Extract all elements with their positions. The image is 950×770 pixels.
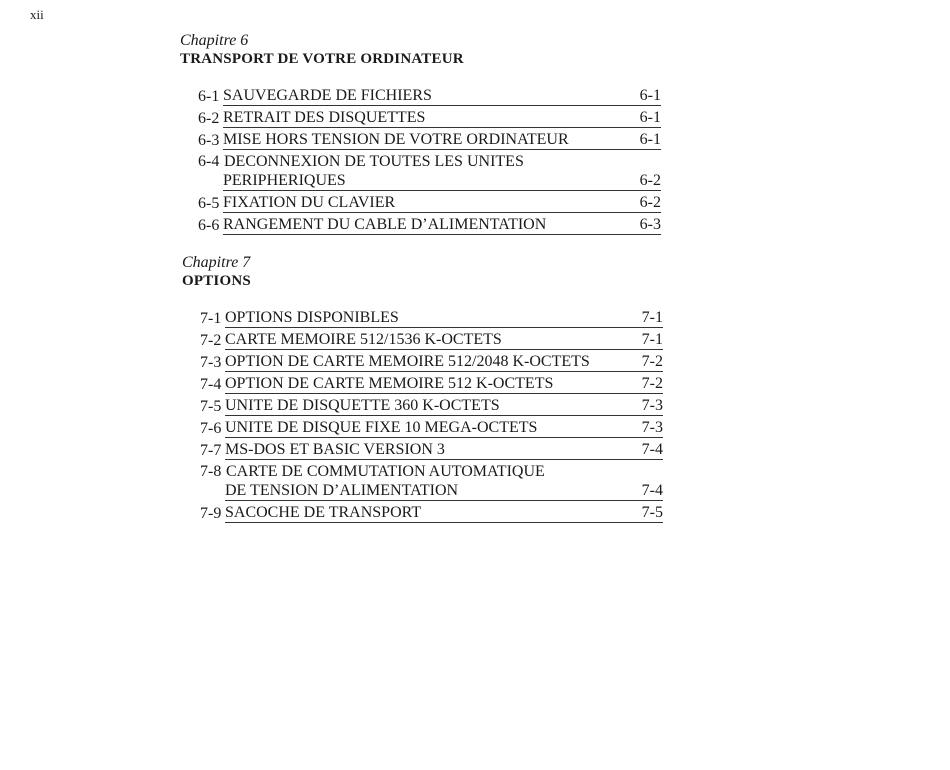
toc-entry-number: 7-9: [200, 505, 222, 522]
toc-entry: [198, 130, 661, 152]
toc-entry-title: RANGEMENT DU CABLE D’ALIMENTATION: [223, 215, 635, 235]
toc-entry-title: MISE HORS TENSION DE VOTRE ORDINATEUR: [223, 130, 635, 150]
toc-entry-page: 6-1: [635, 86, 661, 106]
toc-entry-title-line2: DE TENSION D’ALIMENTATION: [225, 481, 637, 501]
toc-entry: [198, 215, 661, 237]
toc-entry-number: 7-3: [200, 354, 222, 371]
toc-entry-number: 6-5: [198, 195, 220, 212]
toc-entry-title-line2: PERIPHERIQUES: [223, 171, 635, 191]
chapter-label: Chapitre 7: [182, 254, 251, 271]
toc-entry-number: 6-1: [198, 88, 220, 105]
toc-entry-title: OPTIONS DISPONIBLES: [225, 308, 637, 328]
toc-entry: [200, 440, 663, 462]
toc-entry-title: RETRAIT DES DISQUETTES: [223, 108, 635, 128]
toc-list: [198, 86, 661, 237]
toc-entry: [200, 352, 663, 374]
toc-entry: [200, 503, 663, 525]
page-number: xii: [30, 7, 44, 22]
toc-entry-number: 6-3: [198, 132, 220, 149]
toc-entry: [200, 330, 663, 352]
toc-entry-page: 7-4: [637, 481, 663, 501]
toc-entry-page: 7-3: [637, 418, 663, 438]
toc-entry-number: 7-8: [200, 463, 222, 480]
toc-entry-number: 6-6: [198, 217, 220, 234]
toc-entry-number: 7-2: [200, 332, 222, 349]
toc-entry: [200, 462, 663, 503]
chapter-6-section: [180, 32, 661, 253]
toc-entry-page: 7-1: [637, 308, 663, 328]
toc-entry-number: 7-5: [200, 398, 222, 415]
chapter-title: OPTIONS: [182, 273, 251, 289]
toc-entry-title: UNITE DE DISQUE FIXE 10 MEGA-OCTETS: [225, 418, 637, 438]
toc-entry-page: 7-5: [637, 503, 663, 523]
toc-entry-number: 7-1: [200, 310, 222, 327]
toc-entry: [200, 418, 663, 440]
toc-entry: [198, 152, 661, 193]
toc-entry-title: SAUVEGARDE DE FICHIERS: [223, 86, 635, 106]
toc-entry-number: 7-4: [200, 376, 222, 393]
toc-entry-page: 6-2: [635, 171, 661, 191]
toc-entry-page: 7-2: [637, 352, 663, 372]
toc-entry: [200, 308, 663, 330]
toc-entry: [198, 108, 661, 130]
toc-entry-title: UNITE DE DISQUETTE 360 K-OCTETS: [225, 396, 637, 416]
toc-entry-title: MS-DOS ET BASIC VERSION 3: [225, 440, 637, 460]
toc-entry-page: 6-1: [635, 108, 661, 128]
toc-entry-page: 6-2: [635, 193, 661, 213]
toc-entry-page: 7-3: [637, 396, 663, 416]
toc-entry: [200, 396, 663, 418]
toc-entry-page: 7-2: [637, 374, 663, 394]
chapter-label: Chapitre 6: [180, 32, 249, 49]
chapter-7-section: [182, 254, 663, 541]
toc-entry-title-line1: DECONNEXION DE TOUTES LES UNITES: [224, 153, 524, 170]
toc-entry-number: 7-6: [200, 420, 222, 437]
toc-entry-number: 6-2: [198, 110, 220, 127]
toc-entry-number: 6-4: [198, 153, 220, 170]
toc-entry-page: 6-1: [635, 130, 661, 150]
toc-entry-title-line1: CARTE DE COMMUTATION AUTOMATIQUE: [226, 463, 545, 480]
toc-entry-page: 7-1: [637, 330, 663, 350]
toc-entry-page: 6-3: [635, 215, 661, 235]
toc-entry-number: 7-7: [200, 442, 222, 459]
toc-entry: [200, 374, 663, 396]
toc-entry-title: FIXATION DU CLAVIER: [223, 193, 635, 213]
toc-entry-title: CARTE MEMOIRE 512/1536 K-OCTETS: [225, 330, 637, 350]
toc-entry-title: OPTION DE CARTE MEMOIRE 512 K-OCTETS: [225, 374, 637, 394]
toc-entry-page: 7-4: [637, 440, 663, 460]
toc-entry-title: OPTION DE CARTE MEMOIRE 512/2048 K-OCTETS: [225, 352, 637, 372]
toc-entry: [198, 86, 661, 108]
chapter-title: TRANSPORT DE VOTRE ORDINATEUR: [180, 51, 464, 67]
toc-entry-title: SACOCHE DE TRANSPORT: [225, 503, 637, 523]
toc-entry: [198, 193, 661, 215]
toc-list: [200, 308, 663, 525]
